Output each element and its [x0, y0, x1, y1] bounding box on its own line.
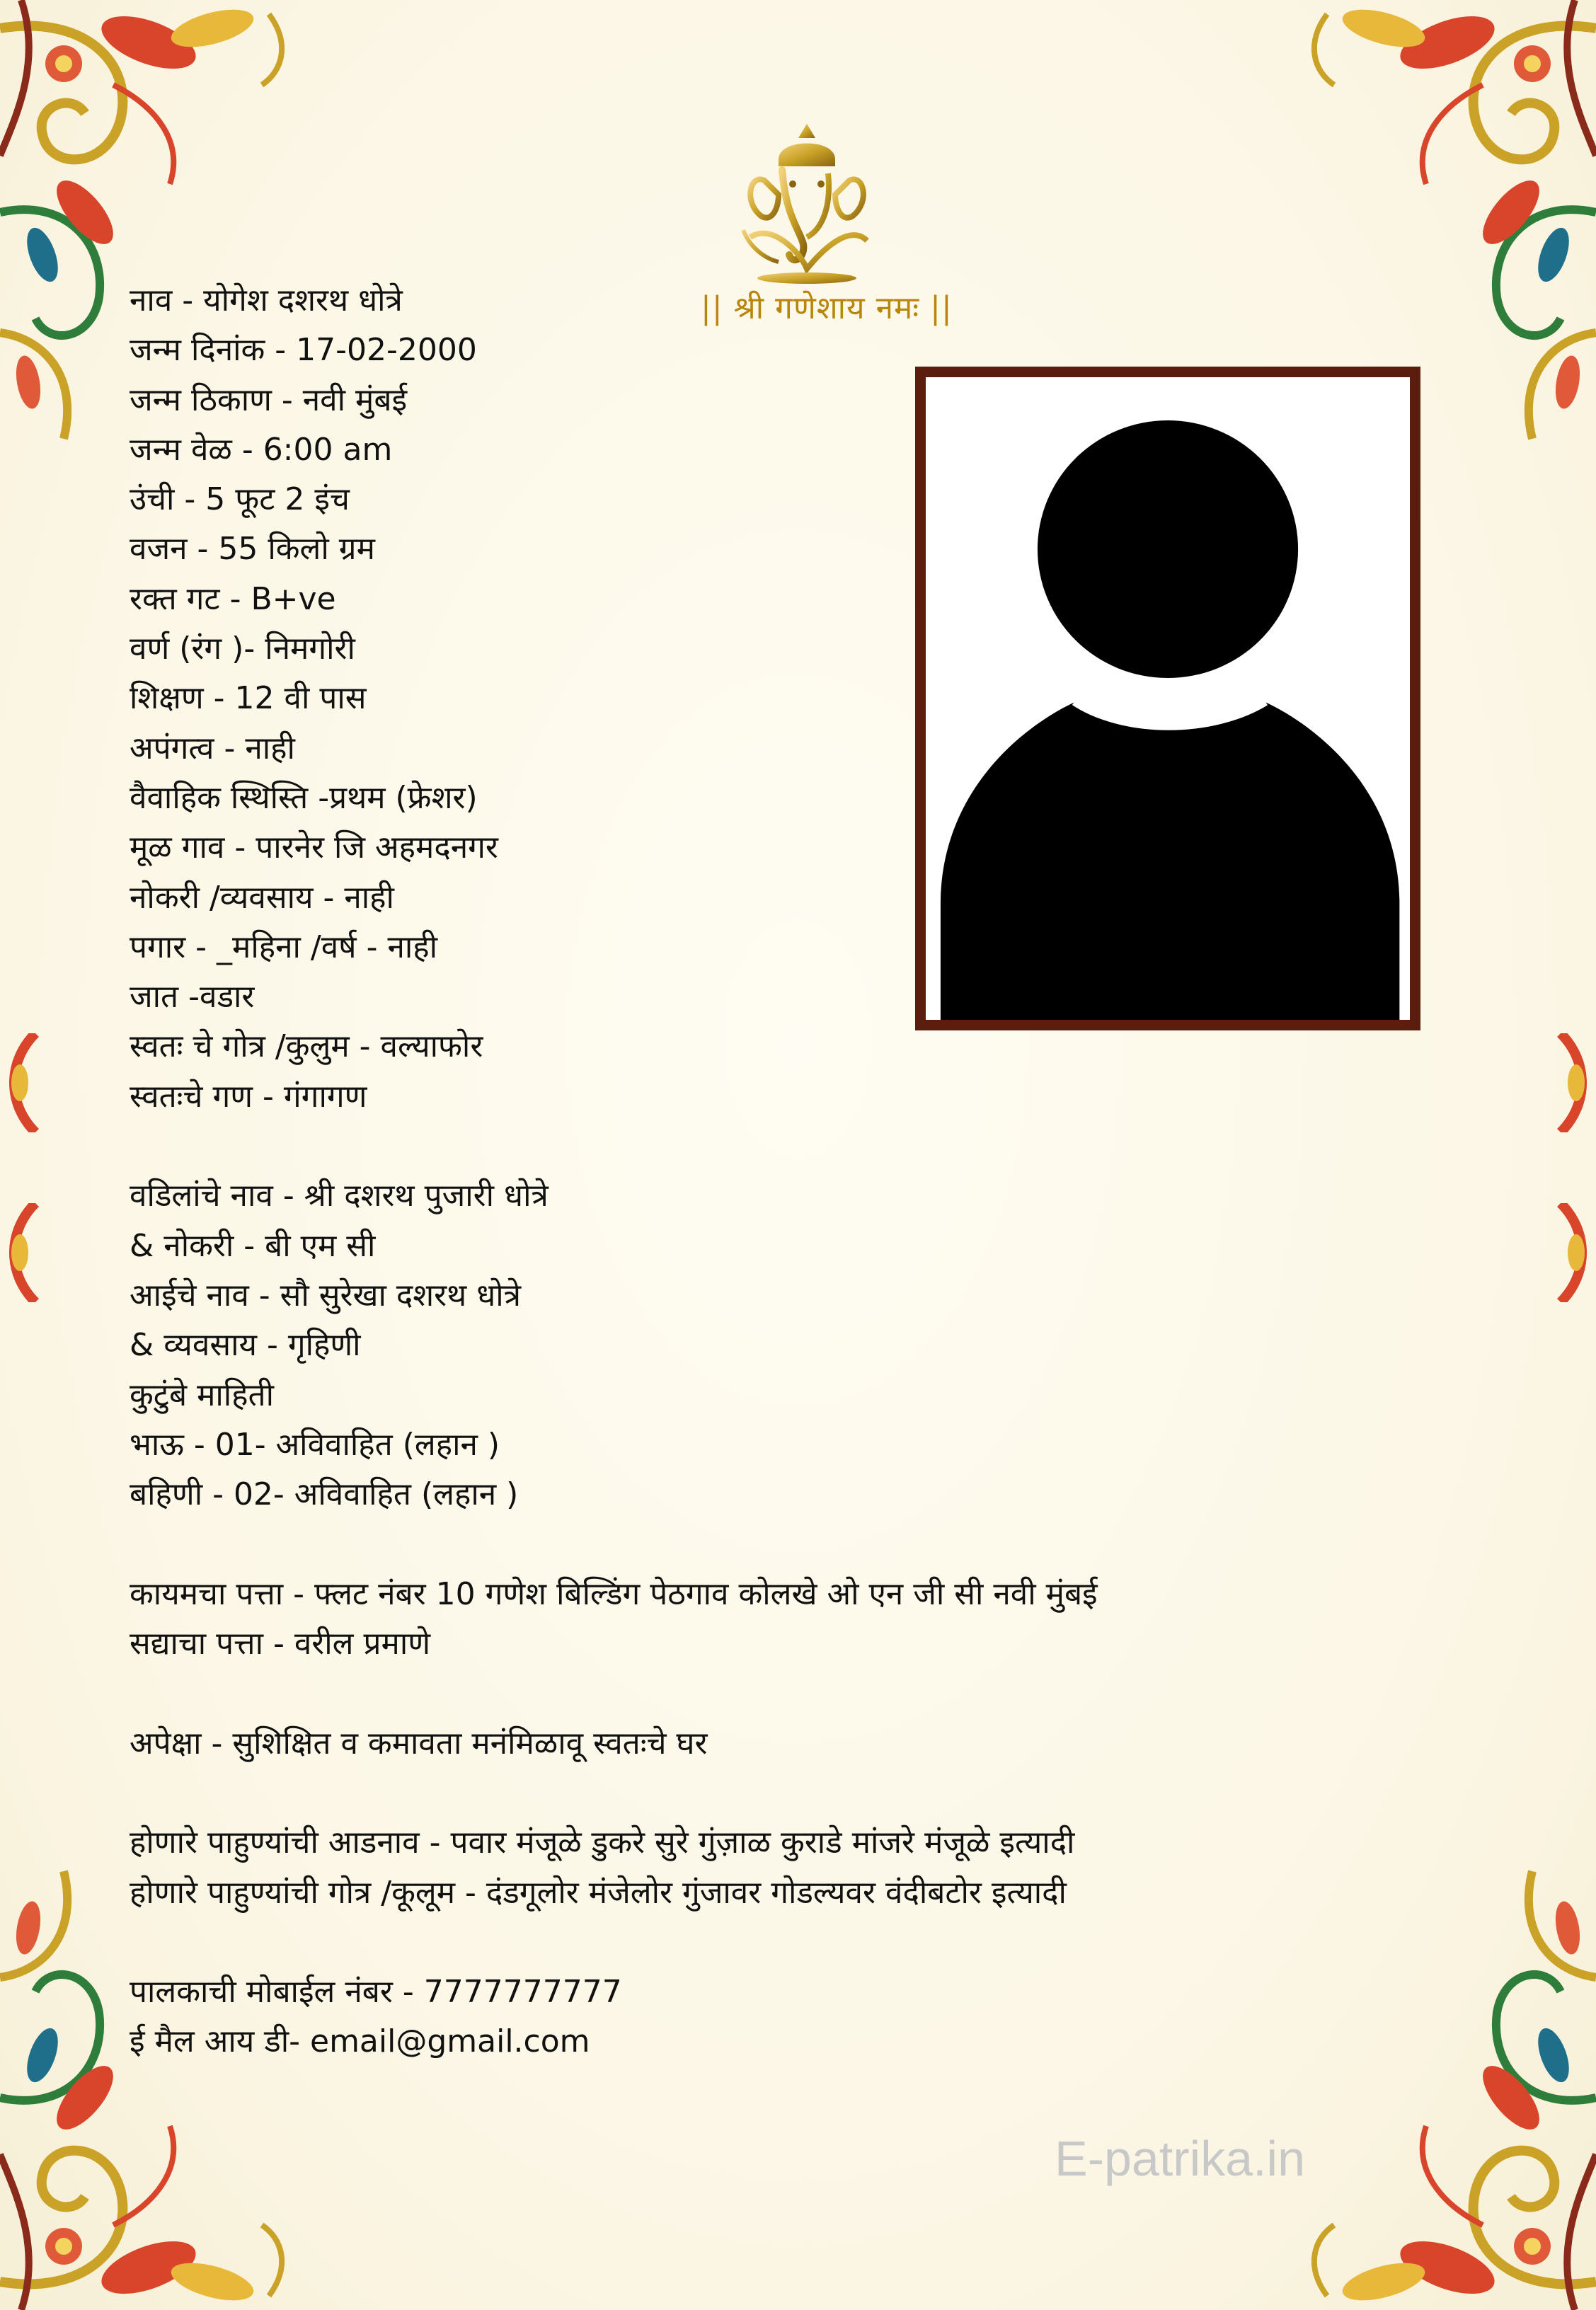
detail-line-father-name: वडिलांचे नाव - श्री दशरथ पुजारी धोत्रे	[130, 1178, 549, 1214]
detail-line-gan: स्वतःचे गण - गंगागण	[130, 1078, 367, 1115]
detail-line-email: ई मैल आय डी- email@gmail.com	[130, 2023, 590, 2060]
detail-line-complexion: वर्ण (रंग )- निमगोरी	[130, 631, 355, 667]
detail-line-mother-name: आईचे नाव - सौ सुरेखा दशरथ धोत्रे	[130, 1277, 521, 1314]
detail-line-family-info: कुटुंबे माहिती	[130, 1377, 275, 1413]
ganesha-icon	[722, 117, 892, 287]
watermark-text: E-patrika.in	[1055, 2131, 1306, 2186]
detail-line-occupation: नोकरी /व्यवसाय - नाही	[130, 879, 394, 916]
detail-line-weight: वजन - 55 किलो ग्रम	[130, 531, 375, 568]
detail-line-caste: जात -वडार	[130, 979, 255, 1016]
side-ornament-right-icon	[1554, 1033, 1596, 1132]
detail-line-height: उंची - 5 फूट 2 इंच	[130, 481, 350, 518]
detail-line-birth-place: जन्म ठिकाण - नवी मुंबई	[130, 381, 408, 418]
contact-section	[130, 1967, 1474, 2067]
detail-line-disability: अपंगत्व - नाही	[130, 730, 295, 766]
detail-line-name: नाव - योगेश दशरथ धोत्रे	[130, 282, 403, 318]
mantra-text: || श्री गणेशाय नमः ||	[701, 290, 953, 326]
detail-line-mobile: पालकाची मोबाईल नंबर - 7777777777	[130, 1974, 622, 2011]
detail-line-relatives-gotra: होणारे पाहुण्यांची गोत्र /कूलूम - दंडगूलोर मंजेलोर गुंजावर गोडल्यवर वंदीबटोर इत्यादी	[130, 1874, 1067, 1911]
family-section	[130, 1171, 1474, 1519]
detail-line-relatives-surnames: होणारे पाहुण्यांची आडनाव - पवार मंजूळे डुकरे सुरे गुंज़ाळ कुराडे मांजरे मंजूळे इत्यादी	[130, 1825, 1075, 1861]
detail-line-blood-group: रक्त गट - B+ve	[130, 580, 336, 617]
detail-line-birth-date: जन्म दिनांक - 17-02-2000	[130, 332, 477, 369]
side-ornament-right-icon	[1554, 1203, 1596, 1302]
detail-line-marital-status: वैवाहिक स्थिस्ति -प्रथम (फ्रेशर)	[130, 779, 478, 816]
side-ornament-left-icon	[0, 1033, 42, 1132]
detail-line-salary: पगार - _महिना /वर्ष - नाही	[130, 929, 438, 965]
address-section	[130, 1570, 1474, 1670]
detail-line-education: शिक्षण - 12 वी पास	[130, 680, 367, 717]
detail-line-brothers: भाऊ - 01- अविवाहित (लहान )	[130, 1426, 500, 1463]
detail-line-father-job: & नोकरी - बी एम सी	[130, 1227, 376, 1264]
relatives-section	[130, 1818, 1474, 1918]
detail-line-expectation: अपेक्षा - सुशिक्षित व कमावता मनंमिळावू स्वतःचे घर	[130, 1725, 708, 1762]
detail-line-permanent-address: कायमचा पत्ता - फ्लट नंबर 10 गणेश बिल्डिंग पेठगाव कोलखे ओ एन जी सी नवी मुंबई	[130, 1575, 1098, 1612]
side-ornament-left-icon	[0, 1203, 42, 1302]
personal-section	[130, 276, 1474, 1122]
detail-line-native-place: मूळ गाव - पारनेर जि अहमदनगर	[130, 829, 498, 866]
detail-line-gotra: स्वतः चे गोत्र /कुलुम - वल्याफोर	[130, 1028, 483, 1065]
detail-line-birth-time: जन्म वेळ - 6:00 am	[130, 431, 393, 468]
detail-line-sisters: बहिणी - 02- अविवाहित (लहान )	[130, 1476, 519, 1513]
biodata-details	[130, 276, 1474, 2067]
detail-line-current-address: सद्याचा पत्ता - वरील प्रमाणे	[130, 1626, 431, 1662]
detail-line-mother-occupation: & व्यवसाय - गृहिणी	[130, 1327, 361, 1364]
